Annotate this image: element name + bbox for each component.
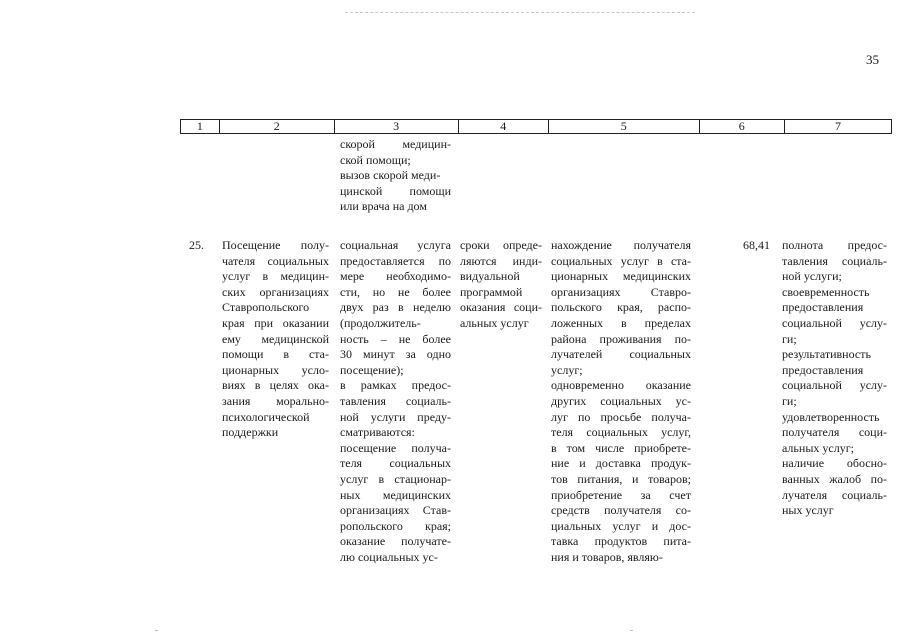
header-col-3: 3 [335,120,459,133]
text-line: ной услуги; [782,269,842,284]
text-line: или врача на дом [340,199,427,214]
text-line: зания морально- [222,393,329,408]
row-number: 25. [189,238,204,252]
text-line: лучателя социаль- [782,487,887,502]
text-line: луг по просьбе получа- [551,409,691,424]
text-line: социальных услуг в ста- [551,253,691,268]
text-line: одновременно оказание [551,378,691,393]
text-line: ропольского края; [340,518,451,533]
text-line: социальная услуга [340,238,451,252]
text-line: посещение); [340,362,404,377]
header-col-5: 5 [549,120,700,133]
text-line: Посещение полу- [222,238,329,252]
text-line: двух раз в неделю [340,300,451,315]
text-line: ванных жалоб по- [782,471,887,486]
text-line: тов питания, и товаров; [551,471,691,486]
scan-artifact-line [345,12,695,14]
text-line: 30 минут за одно [340,347,451,362]
text-line: посещение получа- [340,440,451,455]
header-col-4: 4 [459,120,549,133]
text-line: социальной услу- [782,378,887,393]
text-line: ему медицинской [222,331,329,346]
cell-tariff: 68,41 [743,238,770,252]
text-line: тавления социаль- [782,253,887,268]
scan-artifact-footer [155,630,635,631]
text-line: тавка продуктов пита- [551,534,691,549]
text-line: нахождение получателя [551,238,691,252]
text-line: ной услуги преду- [340,409,451,424]
text-line: вызов скорой меди- [340,168,441,183]
continuation-cell-col3 [340,137,451,215]
text-line: виях в целях ока- [222,378,329,393]
text-line: в том числе приобрете- [551,440,691,455]
text-line: польского края, распо- [551,300,691,315]
text-line: теля социальных [340,456,451,471]
text-line: организациях Став- [340,503,451,518]
cell-service-name [222,238,329,441]
text-line: услуг в медицин- [222,269,329,284]
text-line: ских организациях [222,284,329,299]
text-line: ги; [782,393,797,408]
text-line: оказание получате- [340,534,451,549]
text-line: услуг в стационар- [340,471,451,486]
header-col-7: 7 [834,119,841,133]
cell-service-conditions [551,238,691,565]
text-line: видуальной [460,269,520,284]
text-line: чателя социальных [222,253,329,268]
text-line: ных медицинских [340,487,451,502]
text-line: альных услуг; [782,440,854,455]
text-line: программой [460,284,523,299]
text-line: социальной услу- [782,315,887,330]
text-line: предоставления [782,362,864,377]
text-line: циальных услуг и дос- [551,518,691,533]
text-line: ние и доставка продук- [551,456,691,471]
text-line: Ставропольского [222,300,310,315]
text-line: теля социальных услуг, [551,425,691,440]
text-line: ской помощи; [340,152,411,167]
text-line: услуг; [551,362,583,377]
text-line: сроки опреде- [460,238,542,252]
cell-service-terms [460,238,542,332]
text-line: результативность [782,347,871,362]
text-line: скорой медицин- [340,137,451,151]
text-line: ность – не более [340,331,451,346]
text-line: ложенных в пределах [551,315,691,330]
text-line: цинской помощи [340,183,451,198]
text-line: лю социальных ус- [340,549,438,564]
text-line: края при оказании [222,315,329,330]
text-line: помощи в ста- [222,347,329,362]
header-col-2: 2 [220,120,335,133]
text-line: средств получателя со- [551,503,691,518]
text-line: сти, но не более [340,284,451,299]
text-line: лучателей социальных [551,347,691,362]
text-line: (продолжитель- [340,315,421,330]
cell-quality-indicators [782,238,887,519]
header-col-6: 6 [700,120,785,133]
text-line: сматриваются: [340,425,415,440]
text-line: наличие обосно- [782,456,887,471]
text-line: ги; [782,331,797,346]
text-line: тавления социаль- [340,393,451,408]
text-line: ционарных медицинских [551,269,691,284]
text-line: полнота предос- [782,238,887,252]
cell-service-description [340,238,451,565]
text-line: ных услуг [782,503,834,518]
text-line: удовлетворенность [782,409,880,424]
text-line: в рамках предос- [340,378,451,393]
text-line: ляются инди- [460,253,542,268]
text-line: района проживания по- [551,331,691,346]
text-line: приобретение за счет [551,487,691,502]
page-number: 35 [866,52,879,67]
text-line: организациях Ставро- [551,284,691,299]
header-col-1: 1 [181,120,220,133]
text-line: предоставляется по [340,253,451,268]
text-line: получателя соци- [782,425,887,440]
text-line: ционарных усло- [222,362,329,377]
text-line: других социальных ус- [551,393,691,408]
text-line: мере необходимо- [340,269,451,284]
text-line: ния и товаров, являю- [551,549,663,564]
table-header-row [180,119,892,134]
text-line: оказания соци- [460,300,542,315]
text-line: психологической [222,409,310,424]
text-line: поддержки [222,425,279,440]
text-line: своевременность [782,284,870,299]
text-line: предоставления [782,300,864,315]
text-line: альных услуг [460,315,529,330]
